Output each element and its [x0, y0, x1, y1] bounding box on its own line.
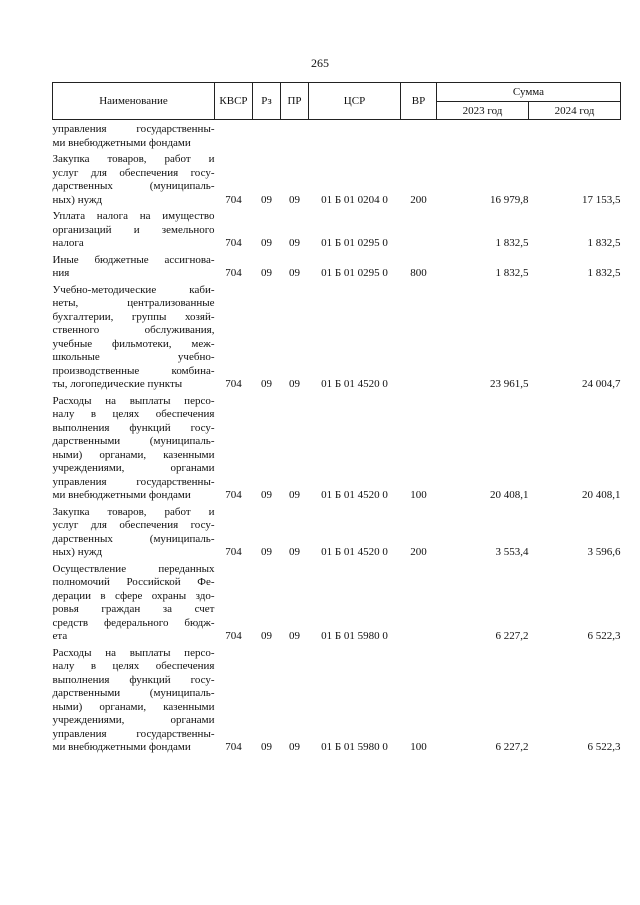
row-pr [281, 120, 309, 151]
row-vr: 100 [410, 741, 427, 753]
row-name-line: Уплата налога на имущество [52, 210, 215, 222]
row-name-line: Закупка товаров, работ и [52, 153, 215, 165]
row-name [53, 150, 215, 207]
row-vr: 200 [410, 546, 427, 558]
row-csr [309, 120, 401, 151]
row-name-line: ровья граждан за счет [52, 603, 215, 615]
row-csr: 01 Б 01 4520 0 [321, 546, 388, 558]
row-name [53, 392, 215, 503]
row-sum-2024: 20 408,1 [582, 489, 621, 501]
row-csr: 01 Б 01 4520 0 [321, 489, 388, 501]
row-pr: 09 [289, 378, 300, 390]
row-pr: 09 [289, 630, 300, 642]
row-vr: 800 [410, 267, 427, 279]
row-name-line: ми внебюджетными фондами [52, 489, 191, 501]
table-header [53, 83, 621, 120]
row-rz: 09 [261, 378, 272, 390]
row-pr: 09 [289, 267, 300, 279]
row-rz: 09 [261, 489, 272, 501]
table-row [53, 120, 621, 151]
row-kvsr [215, 120, 253, 151]
row-name-line: налу в целях обеспечения [52, 408, 215, 420]
row-name-line: дарственными (муниципаль- [52, 687, 215, 699]
row-name-line: управления государственны- [52, 475, 215, 488]
row-sum-2024 [529, 120, 621, 151]
row-name-line: выполнения функций госу- [52, 421, 215, 434]
table-row [53, 560, 621, 644]
row-name [53, 644, 215, 755]
row-name-line: выполнения функций госу- [52, 673, 215, 686]
row-name-line: ета [52, 630, 68, 642]
row-kvsr: 704 [225, 546, 242, 558]
header-pr: ПР [281, 83, 309, 120]
row-name-line: производственные комбина- [52, 364, 215, 377]
table-row [53, 150, 621, 207]
row-name-line: ственного обслуживания, [52, 324, 215, 336]
row-name [53, 207, 215, 251]
row-csr: 01 Б 01 0295 0 [321, 237, 388, 249]
row-sum-2024: 1 832,5 [587, 267, 621, 279]
row-vr: 200 [410, 193, 427, 206]
row-rz: 09 [261, 741, 272, 753]
header-csr: ЦСР [309, 83, 401, 120]
row-csr: 01 Б 01 0295 0 [321, 267, 388, 279]
row-name-line: дерации в сфере охраны здо- [52, 589, 215, 602]
row-sum-2024: 17 153,5 [582, 193, 621, 206]
table-row [53, 207, 621, 251]
row-rz: 09 [261, 546, 272, 558]
row-sum-2023: 1 832,5 [495, 237, 529, 249]
table-row [53, 644, 621, 755]
row-name-line: учебные фильмотеки, меж- [52, 337, 215, 350]
row-pr: 09 [289, 741, 300, 753]
row-name-line: учреждениями, органами [52, 714, 215, 726]
row-rz: 09 [261, 267, 272, 279]
row-name [53, 120, 215, 151]
row-sum-2024: 6 522,3 [587, 741, 621, 753]
row-kvsr: 704 [225, 489, 242, 501]
row-sum-2024: 24 004,7 [582, 378, 621, 390]
row-kvsr: 704 [225, 741, 242, 753]
row-name-line: ными) органами, казенными [52, 448, 215, 461]
row-sum-2023: 23 961,5 [490, 378, 529, 390]
row-name-line: управления государственны- [52, 123, 215, 135]
header-vr: ВР [401, 83, 437, 120]
row-kvsr: 704 [225, 378, 242, 390]
row-vr [401, 207, 437, 251]
row-sum-2024: 3 596,6 [587, 546, 621, 558]
row-name-line: неты, централизованные [52, 297, 215, 309]
row-name-line: дарственных (муниципаль- [52, 180, 215, 192]
row-sum-2023: 6 227,2 [495, 630, 529, 642]
row-name-line: ми внебюджетными фондами [52, 741, 191, 753]
row-rz: 09 [261, 193, 272, 206]
row-pr: 09 [289, 546, 300, 558]
row-rz [253, 120, 281, 151]
row-vr [401, 120, 437, 151]
row-rz: 09 [261, 630, 272, 642]
row-kvsr: 704 [225, 267, 242, 279]
row-name-line: услуг для обеспечения госу- [52, 519, 215, 531]
header-year-2024: 2024 год [529, 102, 621, 120]
row-sum-2023: 1 832,5 [495, 267, 529, 279]
table-body [53, 120, 621, 755]
row-sum-2024: 1 832,5 [587, 237, 621, 249]
table-row [53, 251, 621, 281]
table-row [53, 392, 621, 503]
row-name-line: ты, логопедические пункты [52, 378, 183, 390]
row-name-line: Иные бюджетные ассигнова- [52, 253, 215, 266]
row-vr: 100 [410, 489, 427, 501]
table-row [53, 503, 621, 560]
row-sum-2023: 20 408,1 [490, 489, 529, 501]
row-pr: 09 [289, 237, 300, 249]
row-name-line: дарственными (муниципаль- [52, 435, 215, 447]
row-csr: 01 Б 01 0204 0 [321, 193, 388, 206]
row-csr: 01 Б 01 5980 0 [321, 741, 388, 753]
row-name [53, 560, 215, 644]
row-name [53, 281, 215, 392]
row-name [53, 503, 215, 560]
row-name-line: школьные учебно- [52, 351, 215, 363]
header-name: Наименование [53, 83, 215, 120]
row-vr [401, 281, 437, 392]
row-name-line: ных) нужд [52, 193, 103, 206]
row-name-line: бухгалтерии, группы хозяй- [52, 310, 215, 323]
row-pr: 09 [289, 489, 300, 501]
row-name-line: средств федерального бюдж- [52, 616, 215, 629]
page-number: 265 [311, 56, 329, 70]
row-name-line: дарственных (муниципаль- [52, 532, 215, 545]
row-name-line: организаций и земельного [52, 223, 215, 236]
row-name-line: Учебно-методические каби- [52, 283, 215, 296]
row-name-line: услуг для обеспечения госу- [52, 166, 215, 179]
header-rz: Рз [253, 83, 281, 120]
row-sum-2023: 3 553,4 [495, 546, 529, 558]
row-name-line: Расходы на выплаты персо- [52, 394, 215, 407]
row-sum-2023: 16 979,8 [490, 193, 529, 206]
row-csr: 01 Б 01 4520 0 [321, 378, 388, 390]
row-sum-2024: 6 522,3 [587, 630, 621, 642]
row-name-line: Осуществление переданных [52, 562, 215, 575]
row-sum-2023: 6 227,2 [495, 741, 529, 753]
row-vr [401, 560, 437, 644]
row-kvsr: 704 [225, 193, 242, 206]
row-name-line: учреждениями, органами [52, 462, 215, 474]
header-kvsr: КВСР [215, 83, 253, 120]
header-year-2023: 2023 год [437, 102, 529, 120]
row-sum-2023 [437, 120, 529, 151]
row-rz: 09 [261, 237, 272, 249]
budget-table [52, 82, 621, 755]
row-name-line: Закупка товаров, работ и [52, 505, 215, 518]
row-name-line: управления государственны- [52, 727, 215, 740]
row-pr: 09 [289, 193, 300, 206]
row-name-line: ния [52, 267, 70, 279]
row-name-line: налу в целях обеспечения [52, 660, 215, 672]
row-name-line: ными) органами, казенными [52, 700, 215, 713]
row-name-line: полномочий Российской Фе- [52, 576, 215, 588]
row-name-line: налога [52, 237, 84, 249]
row-name [53, 251, 215, 281]
row-name-line: Расходы на выплаты персо- [52, 646, 215, 659]
header-sum: Сумма [437, 83, 621, 102]
row-name-line: ми внебюджетными фондами [52, 136, 191, 149]
row-kvsr: 704 [225, 630, 242, 642]
row-name-line: ных) нужд [52, 546, 103, 558]
table-row [53, 281, 621, 392]
row-csr: 01 Б 01 5980 0 [321, 630, 388, 642]
row-kvsr: 704 [225, 237, 242, 249]
